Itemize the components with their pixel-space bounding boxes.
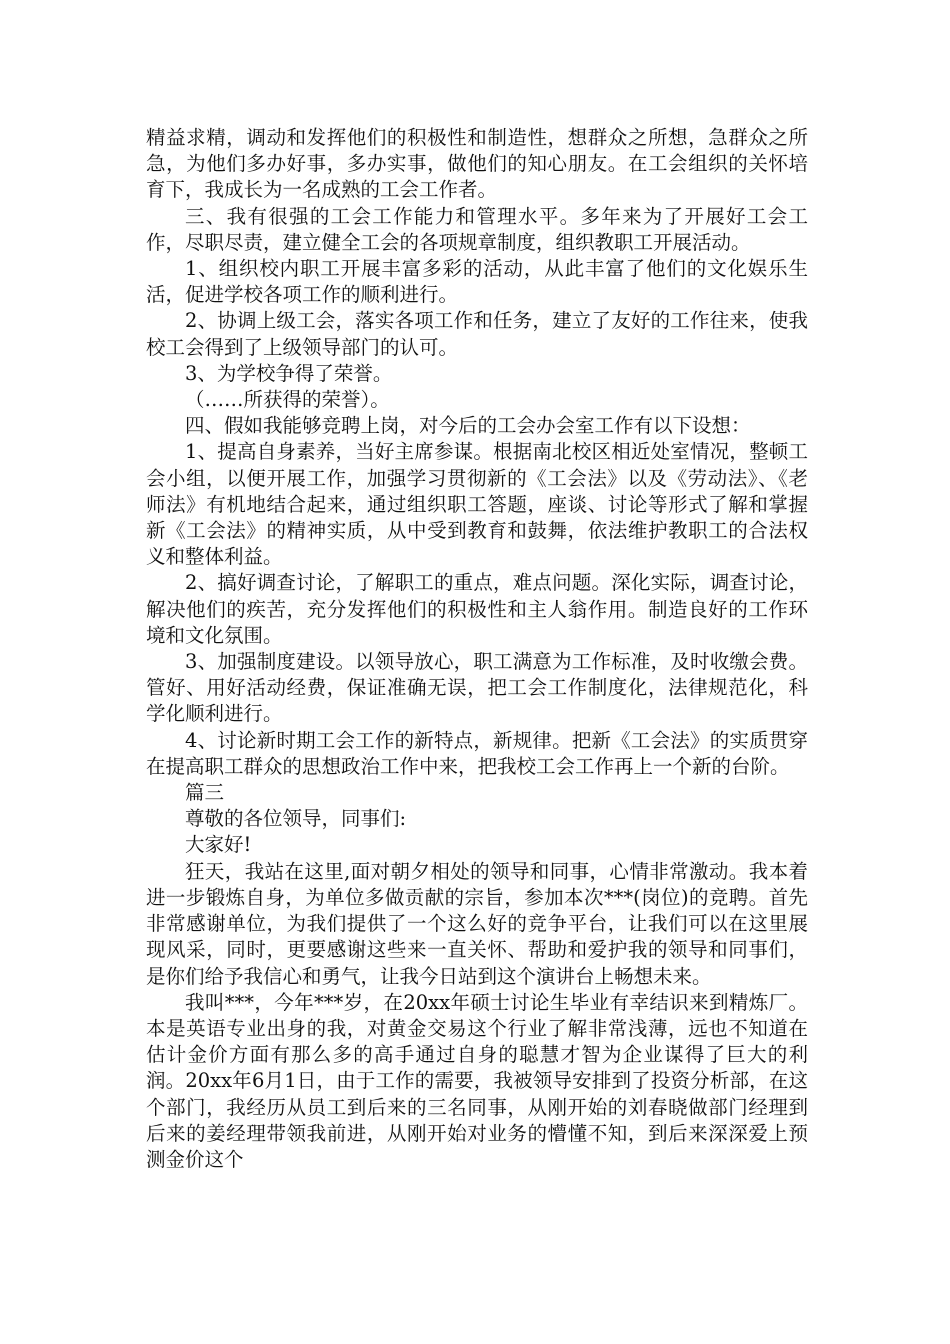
paragraph-10: 3、加强制度建设。以领导放心，职工满意为工作标准，及时收缴会费。管好、用好活动经费，保证准确无误，把工会工作制度化，法律规范化，科学化顺利进行。 — [146, 650, 808, 726]
paragraph-8: 1、提高自身素养，当好主席参谋。根据南北校区相近处室情况，整顿工会小组，以便开展工作，加强学习贯彻新的《工会法》以及《劳动法》、《老师法》有机地结合起来，通过组织职工答题，座谈、讨论等形式了解和掌握新《工会法》的精神实质，从中受到教育和鼓舞，依法维护教职工的合法权义和整体利益。 — [146, 440, 808, 569]
paragraph-7: 四、假如我能够竞聘上岗，对今后的工会办会室工作有以下设想： — [185, 414, 751, 438]
salutation: 尊敬的各位领导，同事们: — [185, 807, 407, 831]
paragraph-6: （……所获得的荣誉）。 — [185, 388, 390, 412]
paragraph-16: 我叫***，今年***岁，在20xx年硕士讨论生毕业有幸结识来到精炼厂。本是英语专业出身的我，对黄金交易这个行业了解非常浅薄，远也不知道在估计金价方面有那么多的高手通过自身的聪慧才智为企业谋得了巨大的利润。20xx年6月1日，由于工作的需要，我被领导安排到了投资分析部，在这个部门，我经历从员工到后来的三名同事，从刚开始的刘春晓做部门经理到后来的姜经理带领我前进，从刚开始对业务的懵懂不知，到后来深深爱上预测金价这个 — [146, 990, 808, 1171]
paragraph-9: 2、搞好调查讨论，了解职工的重点，难点问题。深化实际，调查讨论，解决他们的疾苦，充分发挥他们的积极性和主人翁作用。制造良好的工作环境和文化氛围。 — [146, 571, 808, 647]
paragraph-5: 3、为学校争得了荣誉。 — [185, 361, 393, 385]
paragraph-4: 2、协调上级工会，落实各项工作和任务，建立了友好的工作往来，使我校工会得到了上级领导部门的认可。 — [146, 309, 808, 359]
paragraph-11: 4、讨论新时期工会工作的新特点，新规律。把新《工会法》的实质贯穿在提高职工群众的思想政治工作中来，把我校工会工作再上一个新的台阶。 — [146, 728, 808, 778]
paragraph-15: 狂天，我站在这里,面对朝夕相处的领导和同事，心情非常激动。我本着进一步锻炼自身，为单位多做贡献的宗旨，参加本次***(岗位)的竞聘。首先非常感谢单位，为我们提供了一个这么好的竞争平台，让我们可以在这里展现风采，同时，更要感谢这些来一直关怀、帮助和爱护我的领导和同事们，是你们给予我信心和勇气，让我今日站到这个演讲台上畅想未来。 — [146, 859, 808, 988]
document-page — [146, 125, 808, 1173]
paragraph-3: 1、组织校内职工开展丰富多彩的活动，从此丰富了他们的文化娱乐生活，促进学校各项工作的顺利进行。 — [146, 257, 808, 307]
paragraph-2: 三、我有很强的工会工作能力和管理水平。多年来为了开展好工会工作，尽职尽责，建立健全工会的各项规章制度，组织教职工开展活动。 — [146, 204, 808, 254]
section-heading: 篇三 — [185, 781, 225, 805]
paragraph-1: 精益求精，调动和发挥他们的积极性和制造性，想群众之所想，急群众之所急，为他们多办好事，多办实事，做他们的知心朋友。在工会组织的关怀培育下，我成长为一名成熟的工会工作者。 — [146, 126, 808, 202]
greeting: 大家好! — [185, 833, 252, 857]
